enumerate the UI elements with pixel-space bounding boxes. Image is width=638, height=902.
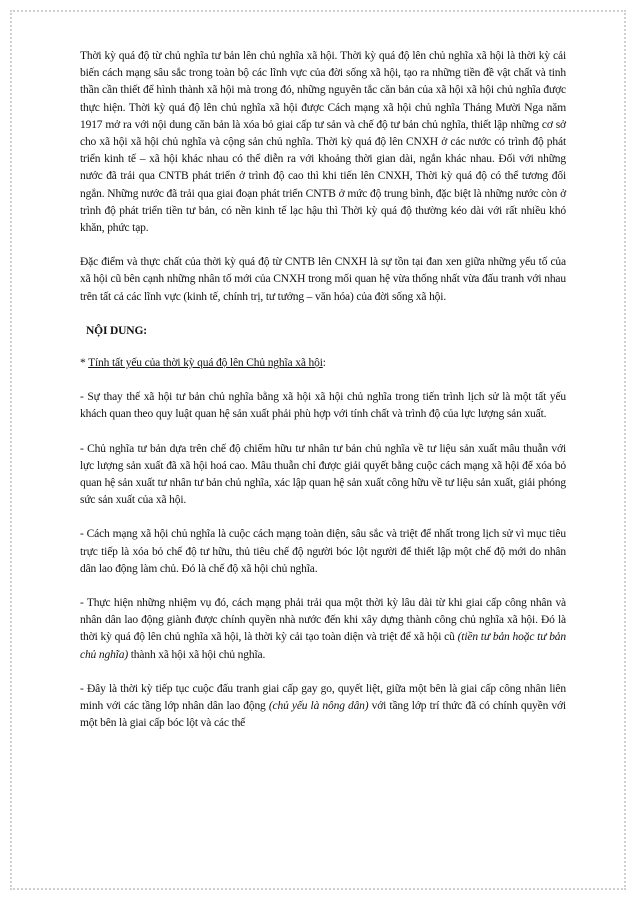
subheading-bullet: * xyxy=(80,357,89,370)
struggle-text: - Đây là thời kỳ tiếp tục cuộc đấu tranh giai cấp gay go, quyết liệt, giữa một bên là giai cấp công nhân liên minh với các tầng lớp nhân dân lao động xyxy=(80,682,566,713)
paragraph-capitalism: - Chủ nghĩa tư bản dựa trên chế độ chiếm hữu tư nhân tư bản chủ nghĩa về tư liệu sản xuất mâu thuẫn với lực lượng sản xuất đã xã hội hoá cao. Mâu thuẫn chỉ được giải quyết bằng cuộc cách mạng xã hội để xóa bỏ quan hệ sản xuất tư nhân tư bản chủ nghĩa, xác lập quan hệ sản xuất công hữu về tư liệu sản xuất, giải phóng sức sản xuất của xã hội. xyxy=(80,442,566,507)
document-body xyxy=(80,48,566,750)
transition-end: thành xã hội xã hội chủ nghĩa. xyxy=(128,648,266,661)
paragraph-transition xyxy=(80,595,566,664)
transition-italic: (tiền tư bản hoặc tư bản chủ nghĩa) xyxy=(80,631,566,661)
paragraph-characteristics: Đặc điểm và thực chất của thời kỳ quá độ từ CNTB lên CNXH là sự tồn tại đan xen giữa những yếu tố của xã hội cũ bên cạnh những nhân tố mới của CNXH trong mối quan hệ vừa thống nhất vừa đấu tranh với nhau trên tất cả các lĩnh vực (kinh tế, chính trị, tư tưởng – văn hóa) của đời sống xã hội. xyxy=(80,256,566,303)
struggle-end: với tầng lớp trí thức đã có chính quyền với một bên là giai cấp bóc lột và các thế xyxy=(80,700,566,730)
subheading-colon: : xyxy=(322,357,326,370)
subheading-necessity xyxy=(80,355,566,372)
paragraph-revolution: - Cách mạng xã hội chủ nghĩa là cuộc cách mạng toàn diện, sâu sắc và triệt để nhất trong lịch sử vì mục tiêu trực tiếp là xóa bỏ chế độ tư hữu, thủ tiêu chế độ người bóc lột người để thiết lập một chế độ mới do nhân dân lao động làm chủ. Đó là chế độ xã hội chủ nghĩa. xyxy=(80,528,566,575)
paragraph-class-struggle xyxy=(80,681,566,733)
transition-text: - Thực hiện những nhiệm vụ đó, cách mạng phải trải qua một thời kỳ lâu dài từ khi giai cấp công nhân và nhân dân lao động giành được chính quyền nhà nước đến khi xây dựng thành công chủ nghĩa xã hội. Đó là thời kỳ quá độ lên chủ nghĩa xã hội, là thời kỳ cải tạo toàn diện và triệt để xã hội cũ xyxy=(80,597,566,644)
struggle-italic: (chủ yếu là nông dân) xyxy=(268,700,369,713)
paragraph-intro: Thời kỳ quá độ từ chủ nghĩa tư bản lên chủ nghĩa xã hội. Thời kỳ quá độ lên chủ nghĩa xã hội là thời kỳ cải biến cách mạng sâu sắc trong toàn bộ các lĩnh vực của đời sống xã hội, tạo ra những tiền đề vật chất và tinh thần cần thiết để hình thành xã hội mà trong đó, những nguyên tắc căn bản của xã hội xã hội chủ nghĩa được thực hiện. Thời kỳ quá độ lên chủ nghĩa xã hội được Cách mạng xã hội chủ nghĩa Tháng Mười Nga năm 1917 mở ra với nội dung căn bản là xóa bỏ giai cấp tư sản và chế độ tư bản chủ nghĩa, thiết lập những cơ sở cho xã hội xã hội chủ nghĩa và cộng sản chủ nghĩa. Thời kỳ quá độ lên CNXH ở các nước có trình độ phát triển kinh tế – xã hội khác nhau có thể diễn ra với khoảng thời gian dài, ngắn khác nhau. Đối với những nước đã trải qua CNTB phát triển ở trình độ cao thì khi tiến lên CNXH, Thời kỳ quá độ có thể tương đối ngắn. Những nước đã trải qua giai đoạn phát triển CNTB ở mức độ trung bình, đặc biệt là những nước còn ở trình độ phát triển tiền tư bản, có nền kinh tế lạc hậu thì Thời kỳ quá độ thường kéo dài với rất nhiều khó khăn, phức tạp. xyxy=(80,50,566,235)
section-heading: NỘI DUNG: xyxy=(86,324,147,337)
subheading-text: Tính tất yếu của thời kỳ quá độ lên Chủ nghĩa xã hội xyxy=(88,357,323,370)
paragraph-replacement: - Sự thay thế xã hội tư bản chủ nghĩa bằng xã hội xã hội chủ nghĩa trong tiến trình lịch sử là một tất yếu khách quan theo quy luật quan hệ sản xuất phải phù hợp với tính chất và trình độ của lực lượng sản xuất. xyxy=(80,391,566,421)
